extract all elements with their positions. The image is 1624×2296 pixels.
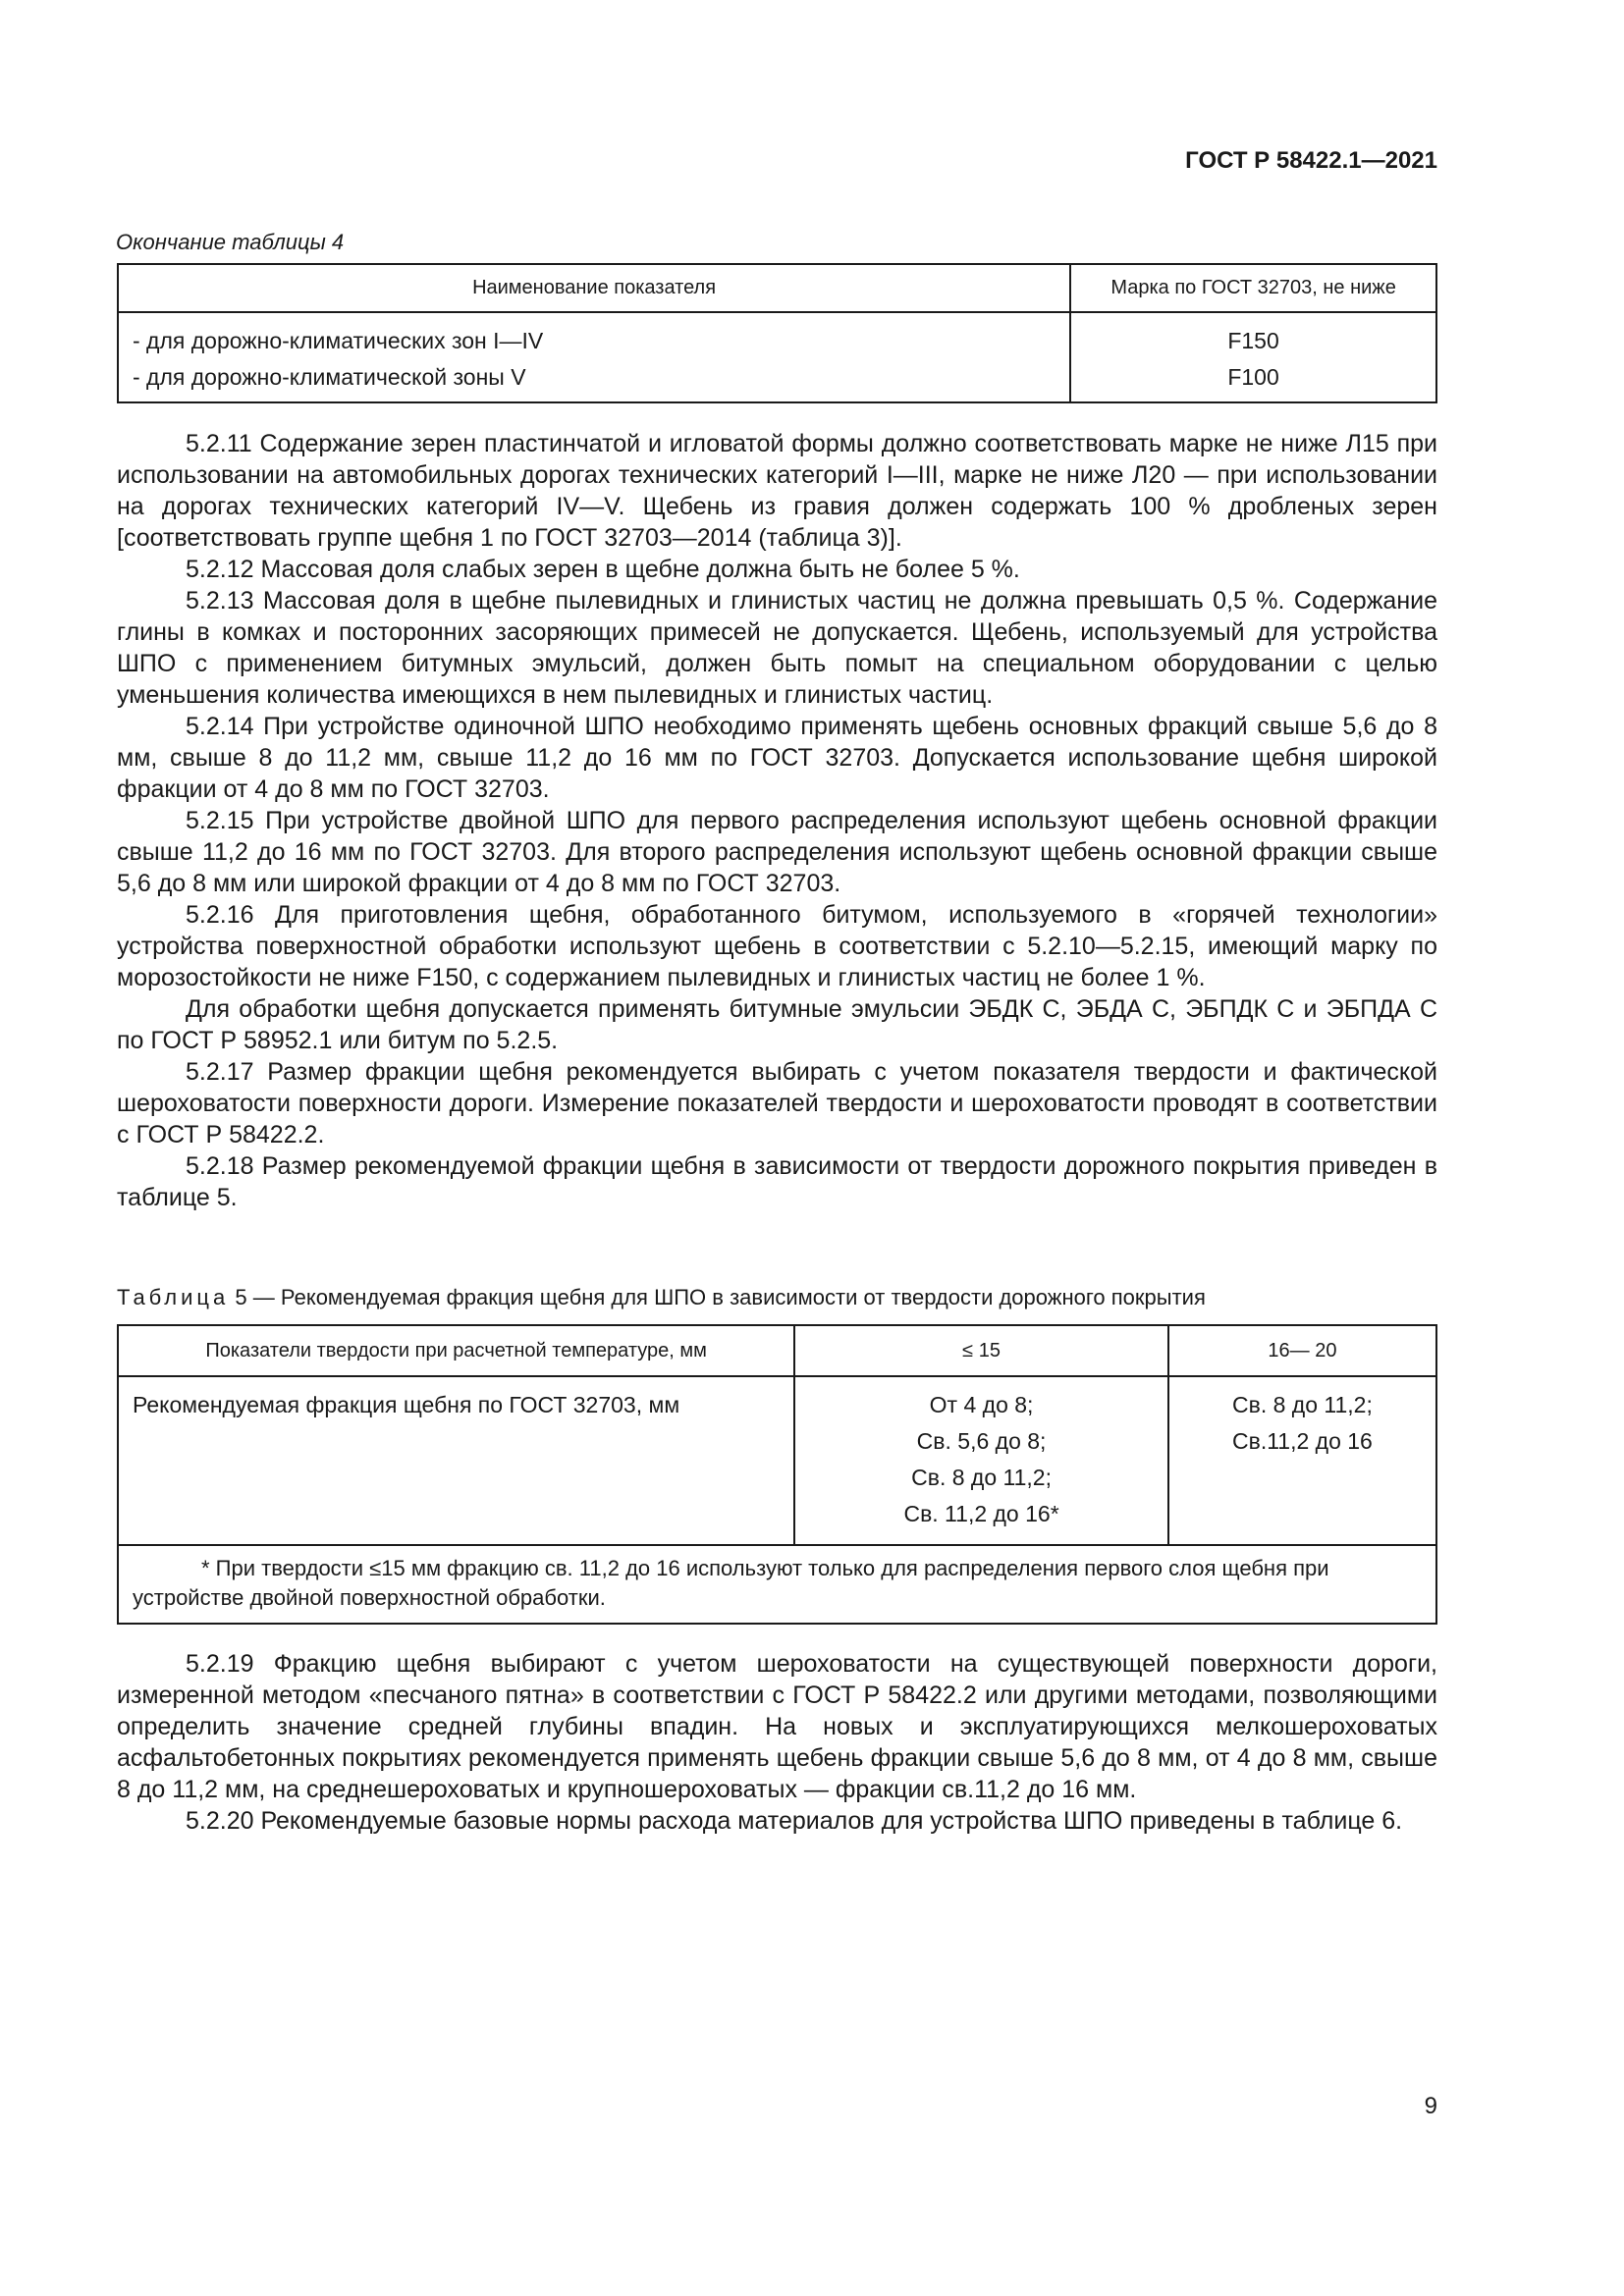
table-5-col2-cell — [794, 1376, 1168, 1545]
table-5-caption — [117, 1285, 1206, 1310]
table-4-names-cell — [118, 312, 1070, 402]
paragraph-5-2-16: 5.2.16 Для приготовления щебня, обработанного битумом, используемого в «горячей технологии» устройства поверхностной обработки используют щебень в соответствии с 5.2.10—5.2.15, имеющий марку по морозостойкости не ниже F150, с содержанием пылевидных и глинистых частиц не более 1 %. — [117, 901, 1437, 991]
table-5-fraction-value: Св. 8 до 11,2; — [911, 1465, 1052, 1490]
table-5-fraction-value: Св. 11,2 до 16* — [903, 1501, 1059, 1526]
table-5-caption-label: Таблица — [117, 1285, 230, 1309]
paragraph-5-2-20: 5.2.20 Рекомендуемые базовые нормы расхода материалов для устройства ШПО приведены в таблице 6. — [186, 1807, 1403, 1835]
table-5-col3-cell — [1168, 1376, 1436, 1545]
table-5-caption-number: 5 — [235, 1285, 247, 1309]
table-4-header-row — [118, 264, 1436, 312]
table-5-footnote — [118, 1545, 1436, 1624]
table-4-values-cell — [1070, 312, 1436, 402]
table-5-row-label: Рекомендуемая фракция щебня по ГОСТ 32703, мм — [118, 1376, 794, 1545]
paragraph-5-2-19: 5.2.19 Фракцию щебня выбирают с учетом шероховатости на существующей поверхности дороги, измеренной методом «песчаного пятна» в соответствии с ГОСТ Р 58422.2 или другими методами, позволяющими определить значение средней глубины впадин. На новых и эксплуатирующихся мелкошероховатых асфальтобетонных покрытиях рекомендуется применять щебень фракции свыше 5,6 до 8 мм, от 4 до 8 мм, свыше 8 до 11,2 мм, на среднешероховатых и крупношероховатых — фракции св.11,2 до 16 мм. — [117, 1650, 1437, 1803]
table-4-header-indicator: Наименование показателя — [118, 264, 1070, 312]
body-text-section-2 — [117, 1648, 1437, 1837]
table-4-row-name: - для дорожно-климатической зоны V — [133, 364, 526, 390]
table-5-fraction-value: Св. 5,6 до 8; — [916, 1428, 1047, 1454]
table-5-header-hardness: Показатели твердости при расчетной температуре, мм — [118, 1325, 794, 1376]
paragraph-5-2-16-cont: Для обработки щебня допускается применять битумные эмульсии ЭБДК С, ЭБДА С, ЭБПДК С и ЭБПДА С по ГОСТ Р 58952.1 или битум по 5.2.5. — [117, 995, 1437, 1054]
paragraph-5-2-12: 5.2.12 Массовая доля слабых зерен в щебне должна быть не более 5 %. — [186, 556, 1020, 583]
table-5-note-row — [118, 1545, 1436, 1624]
table-5-fraction-value: От 4 до 8; — [929, 1392, 1034, 1417]
paragraph-5-2-13: 5.2.13 Массовая доля в щебне пылевидных и глинистых частиц не должна превышать 0,5 %. Содержание глины в комках и посторонних засоряющих примесей не допускается. Щебень, используемый для устройства ШПО с применением битумных эмульсий, должен быть помыт на специальном оборудовании с целью уменьшения количества имеющихся в нем пылевидных и глинистых частиц. — [117, 587, 1437, 709]
table-5-footnote-text: * При твердости ≤15 мм фракцию св. 11,2 до 16 используют только для распределения первого слоя щебня при устройстве двойной поверхностной обработки. — [133, 1556, 1329, 1610]
table-5 — [117, 1324, 1437, 1625]
paragraph-5-2-15: 5.2.15 При устройстве двойной ШПО для первого распределения используют щебень основной фракции свыше 11,2 до 16 мм по ГОСТ 32703. Для второго распределения используют щебень основной фракции свыше 5,6 до 8 мм или широкой фракции от 4 до 8 мм по ГОСТ 32703. — [117, 807, 1437, 897]
paragraph-5-2-11: 5.2.11 Содержание зерен пластинчатой и игловатой формы должно соответствовать марке не ниже Л15 при использовании на автомобильных дорогах технических категорий I—III, марке не ниже Л20 — при использовании на дорогах технических категорий IV—V. Щебень из гравия должен содержать 100 % дробленых зерен [соответствовать группе щебня 1 по ГОСТ 32703—2014 (таблица 3)]. — [117, 430, 1437, 552]
table-5-caption-text: — Рекомендуемая фракция щебня для ШПО в зависимости от твердости дорожного покрытия — [252, 1285, 1206, 1309]
paragraph-5-2-18: 5.2.18 Размер рекомендуемой фракции щебня в зависимости от твердости дорожного покрытия приведен в таблице 5. — [117, 1152, 1437, 1211]
document-id-header: ГОСТ Р 58422.1—2021 — [1185, 147, 1437, 174]
table-5-fraction-value: Св. 8 до 11,2; — [1232, 1392, 1373, 1417]
table-5-body-row — [118, 1376, 1436, 1545]
table-5-header-row — [118, 1325, 1436, 1376]
table-4 — [117, 263, 1437, 403]
body-text-section-1 — [117, 428, 1437, 1213]
table-4-row-value: F150 — [1227, 328, 1279, 353]
table-4-header-grade: Марка по ГОСТ 32703, не ниже — [1070, 264, 1436, 312]
table-4-row-value: F100 — [1227, 364, 1279, 390]
table-5-fraction-value: Св.11,2 до 16 — [1232, 1428, 1373, 1454]
paragraph-5-2-17: 5.2.17 Размер фракции щебня рекомендуется выбирать с учетом показателя твердости и фактической шероховатости поверхности дороги. Измерение показателей твердости и шероховатости проводят в соответствии с ГОСТ Р 58422.2. — [117, 1058, 1437, 1148]
table-4-body-row — [118, 312, 1436, 402]
paragraph-5-2-14: 5.2.14 При устройстве одиночной ШПО необходимо применять щебень основных фракций свыше 5,6 до 8 мм, свыше 8 до 11,2 мм, свыше 11,2 до 16 мм по ГОСТ 32703. Допускается использование щебня широкой фракции от 4 до 8 мм по ГОСТ 32703. — [117, 713, 1437, 803]
table4-continuation-caption: Окончание таблицы 4 — [116, 230, 345, 254]
table-4-row-name: - для дорожно-климатических зон I—IV — [133, 328, 544, 353]
table-5-header-le15: ≤ 15 — [794, 1325, 1168, 1376]
table-5-header-16-20: 16— 20 — [1168, 1325, 1436, 1376]
page-number: 9 — [1424, 2093, 1437, 2119]
